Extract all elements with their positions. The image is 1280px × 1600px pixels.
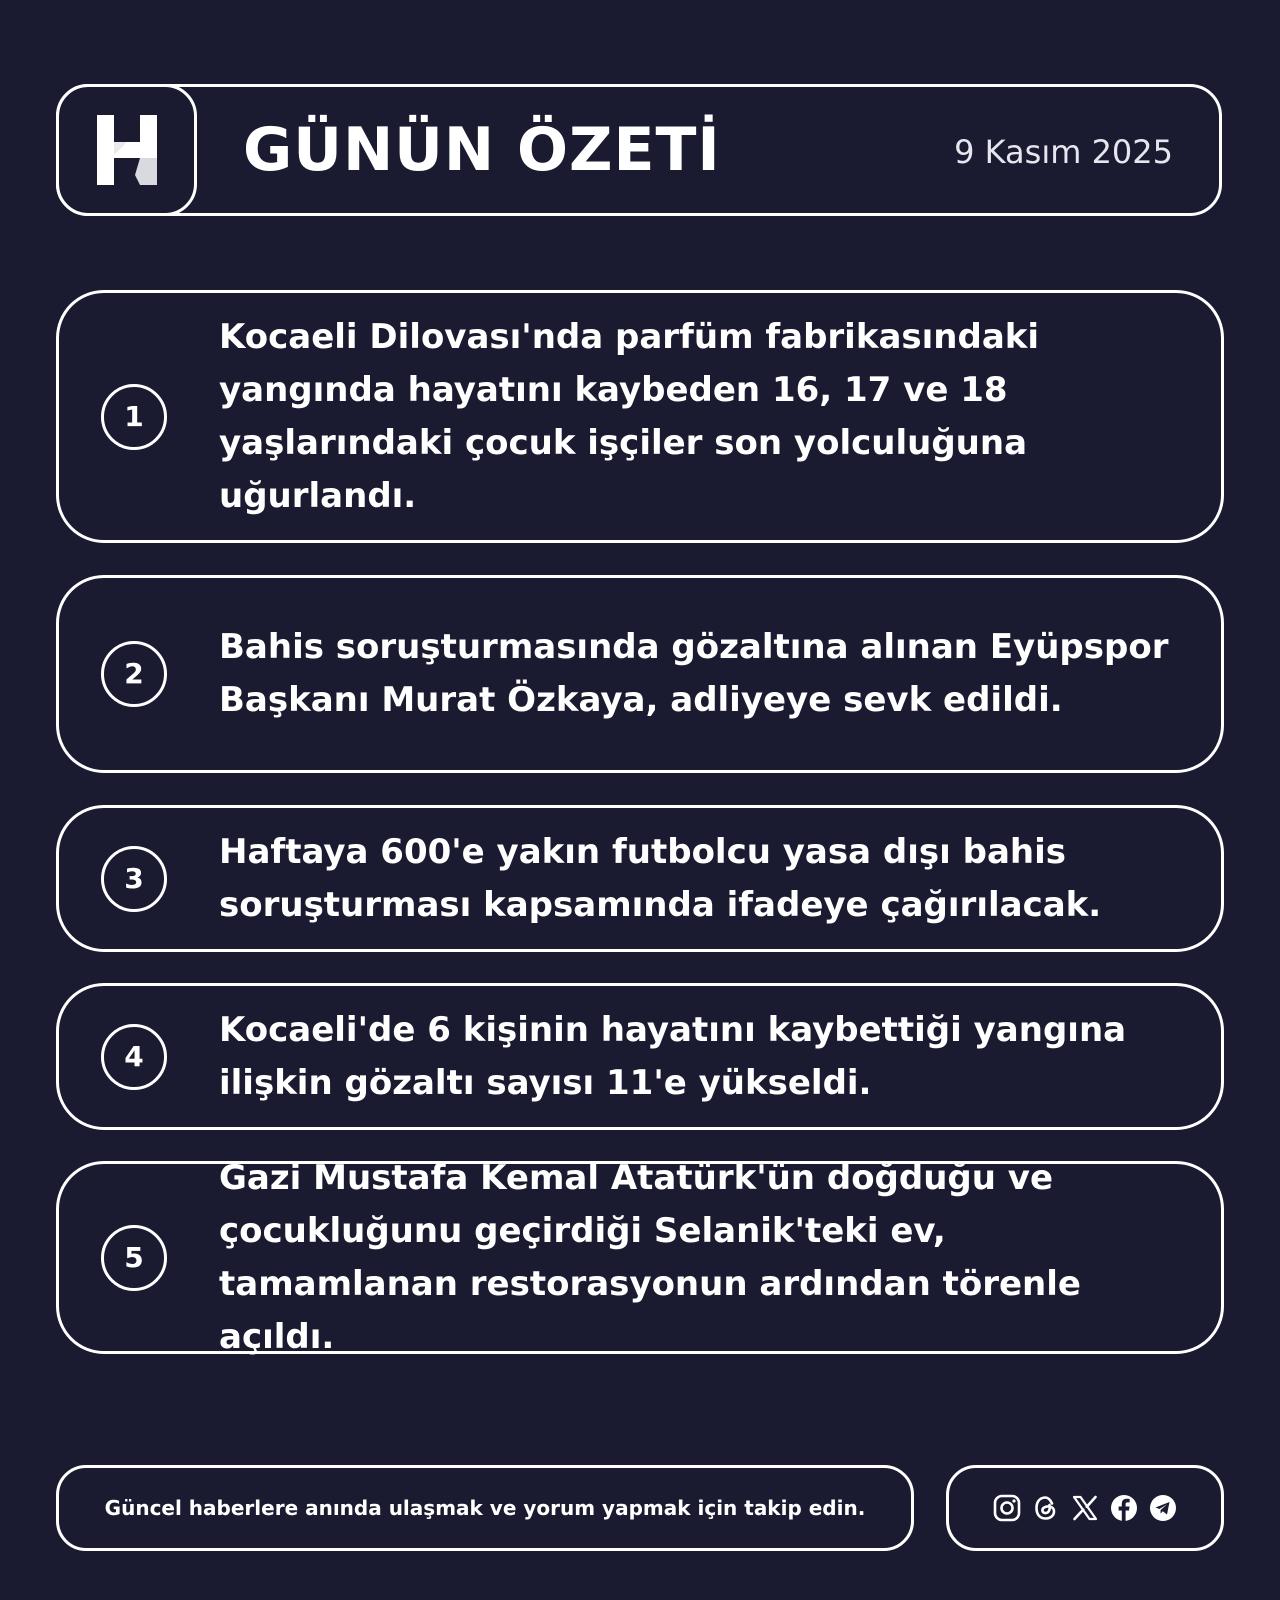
page-title: GÜNÜN ÖZETİ xyxy=(243,115,721,185)
news-text: Haftaya 600'e yakın futbolcu yasa dışı bahis soruşturması kapsamında ifadeye çağırılacak. xyxy=(219,831,1102,925)
news-number: 5 xyxy=(101,1225,167,1291)
news-text: Kocaeli'de 6 kişinin hayatını kaybettiği yangına ilişkin gözaltı sayısı 11'e yükseldi. xyxy=(219,1009,1127,1103)
news-item[interactable] xyxy=(56,290,1224,543)
instagram-icon[interactable] xyxy=(992,1493,1022,1523)
news-number: 1 xyxy=(101,384,167,450)
threads-icon[interactable] xyxy=(1031,1493,1061,1523)
social-links xyxy=(946,1465,1224,1551)
logo-box[interactable] xyxy=(56,84,197,216)
news-number: 4 xyxy=(101,1024,167,1090)
news-number: 2 xyxy=(101,641,167,707)
date-label: 9 Kasım 2025 xyxy=(954,133,1173,171)
facebook-icon[interactable] xyxy=(1109,1493,1139,1523)
news-text: Gazi Mustafa Kemal Atatürk'ün doğduğu ve çocukluğunu geçirdiği Selanik'teki ev, tamamlanan restorasyonun ardından törenle açıldı. xyxy=(219,1157,1081,1357)
news-number: 3 xyxy=(101,846,167,912)
news-item[interactable] xyxy=(56,575,1224,773)
news-item[interactable] xyxy=(56,983,1224,1130)
x-icon[interactable] xyxy=(1070,1493,1100,1523)
news-item[interactable] xyxy=(56,805,1224,952)
news-text: Kocaeli Dilovası'nda parfüm fabrikasındaki yangında hayatını kaybeden 16, 17 ve 18 yaşlarındaki çocuk işçiler son yolculuğuna uğurlandı. xyxy=(219,316,1040,516)
follow-message: Güncel haberlere anında ulaşmak ve yorum yapmak için takip edin. xyxy=(56,1465,914,1551)
news-item[interactable] xyxy=(56,1157,1224,1357)
header-bar xyxy=(56,84,1222,216)
news-text: Bahis soruşturmasında gözaltına alınan Eyüpspor Başkanı Murat Özkaya, adliyeye sevk edildi. xyxy=(219,627,1169,720)
telegram-icon[interactable] xyxy=(1148,1493,1178,1523)
h-logo-icon xyxy=(97,115,157,185)
